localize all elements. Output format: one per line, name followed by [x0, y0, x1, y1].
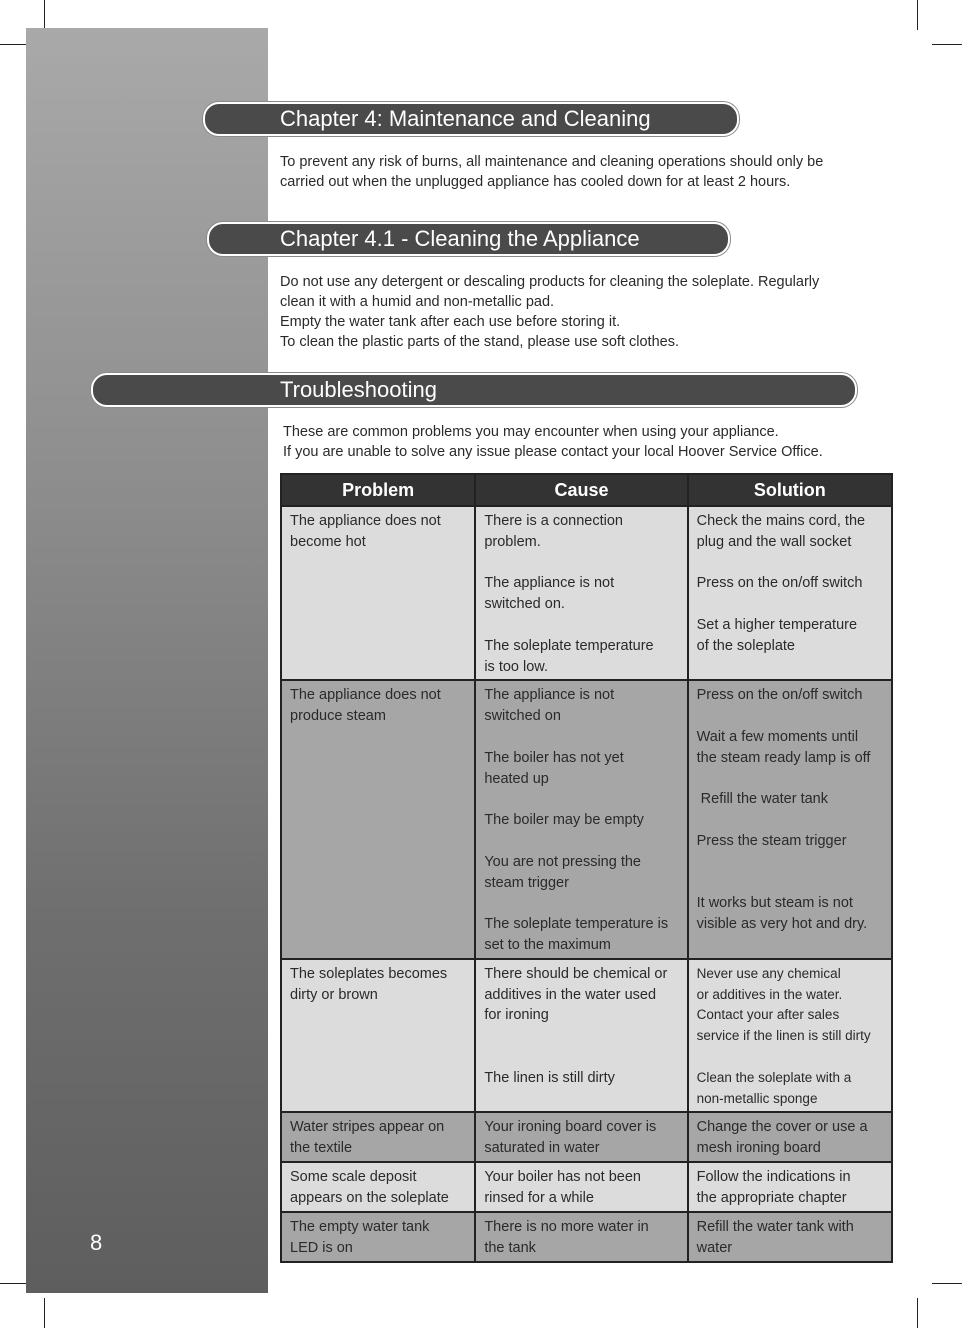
cause-cell [475, 680, 687, 958]
header-cause: Cause [475, 474, 687, 506]
crop-mark [44, 1298, 45, 1328]
problem-cell [281, 959, 475, 1113]
sidebar-band [26, 28, 268, 1293]
header-problem: Problem [281, 474, 475, 506]
problem-cell [281, 1112, 475, 1162]
troubleshooting-banner [91, 373, 857, 407]
problem-cell [281, 506, 475, 680]
text-line: To prevent any risk of burns, all maintenance and cleaning operations should only be [280, 154, 824, 170]
solution-text: Press on the on/off switch Wait a few moments until the steam ready lamp is off Refill the water tank Press the steam trigger It works but steam is not visible as very hot and dry. [696, 687, 871, 933]
solution-cell [688, 1212, 892, 1262]
text-line: If you are unable to solve any issue please contact your local Hoover Service Office. [283, 444, 823, 460]
problem-cell [281, 1162, 475, 1212]
troubleshooting-text [283, 422, 823, 462]
troubleshooting-title: Troubleshooting [280, 377, 437, 402]
problem-text: The appliance does not produce steam [290, 687, 441, 725]
crop-mark [917, 1298, 918, 1328]
text-line: Do not use any detergent or descaling products for cleaning the soleplate. Regularly [280, 274, 820, 290]
table-row [281, 1162, 892, 1212]
cause-cell [475, 1162, 687, 1212]
text-line: Empty the water tank after each use before storing it. [280, 314, 621, 330]
text-line: carried out when the unplugged appliance has cooled down for at least 2 hours. [280, 174, 791, 190]
page-number: 8 [90, 1230, 103, 1255]
cause-cell [475, 959, 687, 1113]
problem-text: Water stripes appear on the textile [290, 1119, 445, 1157]
text-line: To clean the plastic parts of the stand, please use soft clothes. [280, 334, 679, 350]
troubleshooting-table [280, 473, 893, 1263]
cause-text: Your ironing board cover is saturated in water [484, 1119, 657, 1157]
solution-text: Follow the indications in the appropriate chapter [696, 1169, 851, 1207]
solution-cell [688, 680, 892, 958]
chapter4-banner [203, 102, 739, 136]
cause-text: There should be chemical or additives in the water used for ironing The linen is still dirty [484, 965, 668, 1086]
chapter4-title: Chapter 4: Maintenance and Cleaning [280, 106, 651, 131]
table-row [281, 1112, 892, 1162]
solution-text: Refill the water tank with water [696, 1219, 854, 1257]
solution-text: Check the mains cord, the plug and the wall socket Press on the on/off switch Set a higher temperature of the soleplate [696, 513, 866, 654]
crop-mark [932, 44, 962, 45]
chapter4-text [280, 152, 823, 192]
chapter41-text [280, 272, 819, 352]
crop-mark [44, 0, 45, 30]
problem-cell [281, 680, 475, 958]
problem-cell [281, 1212, 475, 1262]
crop-mark [917, 0, 918, 30]
cause-cell [475, 506, 687, 680]
table-row [281, 1212, 892, 1262]
solution-text: Never use any chemical or additives in the water. Contact your after sales service if the linen is still dirty Clean the soleplate with a non-metallic sponge [696, 965, 871, 1106]
problem-text: The appliance does not become hot [290, 513, 441, 550]
chapter41-banner [207, 222, 730, 256]
table-row [281, 959, 892, 1113]
solution-cell [688, 1112, 892, 1162]
table-header-row [281, 474, 892, 506]
crop-mark [932, 1283, 962, 1284]
solution-cell [688, 506, 892, 680]
cause-text: There is a connection problem. The appliance is not switched on. The soleplate temperature is too low. [484, 513, 654, 675]
table-row [281, 506, 892, 680]
problem-text: The empty water tank LED is on [290, 1219, 430, 1257]
problem-text: Some scale deposit appears on the soleplate [290, 1169, 449, 1207]
cause-cell [475, 1112, 687, 1162]
solution-cell [688, 1162, 892, 1212]
text-line: These are common problems you may encounter when using your appliance. [283, 424, 779, 440]
cause-text: The appliance is not switched on The boiler has not yet heated up The boiler may be empty You are not pressing the steam trigger The soleplate temperature is set to the maximum [484, 687, 669, 953]
text-line: clean it with a humid and non-metallic pad. [280, 294, 555, 310]
solution-text: Change the cover or use a mesh ironing board [696, 1119, 868, 1157]
solution-cell [688, 959, 892, 1113]
table-row [281, 680, 892, 958]
chapter41-title: Chapter 4.1 - Cleaning the Appliance [280, 226, 640, 251]
cause-cell [475, 1212, 687, 1262]
cause-text: Your boiler has not been rinsed for a while [484, 1169, 641, 1207]
problem-text: The soleplates becomes dirty or brown [290, 965, 448, 1003]
header-solution: Solution [688, 474, 892, 506]
cause-text: There is no more water in the tank [484, 1219, 649, 1257]
